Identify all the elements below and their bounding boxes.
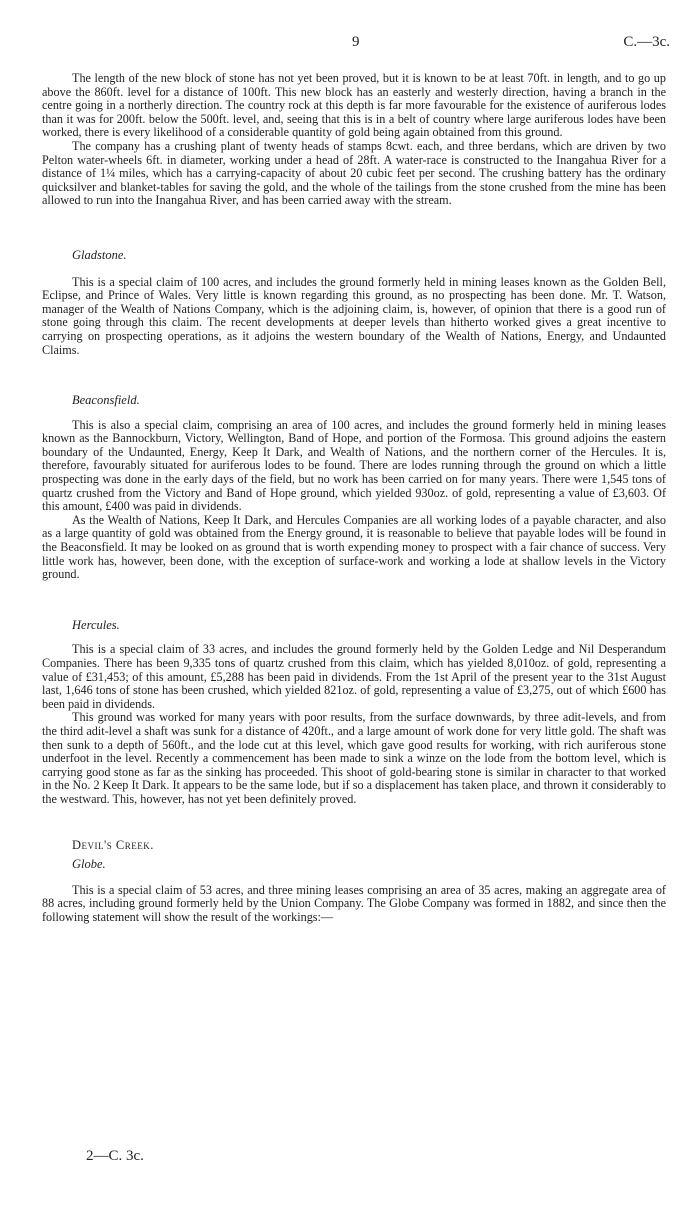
beaconsfield-paragraph: As the Wealth of Nations, Keep It Dark, and Hercules Companies are all working lodes of a payable character, and also as a large quantity of gold was obtained from the Energy ground, it is reasonable to believe that payable lodes will be found in the Beaconsfield. It may be looked on as ground that is worth expending money to prospect with a fair chance of success. Very little work has, however, been done, with the exception of surface-work and working a lode at shallow levels in the Victory ground. xyxy=(42,512,666,582)
globe-paragraph: This is a special claim of 53 acres, and three mining leases comprising an area of 35 acres, making an aggregate area of 88 acres, including ground formerly held by the Union Company. The Globe Company was formed in 1882, and since then the following statement will show the result of the workings:— xyxy=(42,882,666,924)
section-title-hercules: Hercules. xyxy=(72,617,120,632)
page-number: 9 xyxy=(352,34,360,50)
section-title-gladstone: Gladstone. xyxy=(72,247,127,262)
printer-signature: 2—C. 3c. xyxy=(86,1148,144,1164)
gladstone-paragraph: This is a special claim of 100 acres, and includes the ground formerly held in mining leases known as the Golden Bell, Eclipse, and Prince of Wales. Very little is known regarding this ground, as no prospecting has been done. Mr. T. Watson, manager of the Wealth of Nations Company, which is the adjoining claim, is, however, of opinion that there is a good run of stone going through this claim. The recent developments at deeper levels than hitherto worked gives a great incentive to carrying on prospecting operations, as it adjoins the western boundary of the Wealth of Nations, Energy, and Undaunted Claims. xyxy=(42,274,666,357)
beaconsfield-paragraph: This is also a special claim, comprising an area of 100 acres, and includes the ground formerly held in mining leases known as the Bannockburn, Victory, Wellington, Band of Hope, and portion of the Formosa. This ground adjoins the eastern boundary of the Undaunted, Energy, Keep It Dark, and Wealth of Nations, and the northern corner of the Hercules. It is, therefore, favourably situated for auriferous lodes to be found. There are lodes running through the ground on which a little prospecting was done in the early days of the field, but no work has been carried on for many years. There were 1,545 tons of quartz crushed from the Victory and Band of Hope ground, which yielded 930oz. of gold, representing a value of £3,603. Of this amount, £400 was paid in dividends. xyxy=(42,417,666,514)
page-header xyxy=(0,34,700,54)
section-title-beaconsfield: Beaconsfield. xyxy=(72,393,140,408)
hercules-paragraph: This ground was worked for many years with poor results, from the surface downwards, by three adit-levels, and from the third adit-level a shaft was sunk for a distance of 420ft., and a large amount of work done for very little gold. The shaft was then sunk to a depth of 560ft., and the lode cut at this level, which gave good results for working, with rich auriferous stone underfoot in the level. Recently a commencement has been made to sink a winze on the lode from the bottom level, which is carrying good stone as far as the sinking has proceeded. This shoot of gold-bearing stone is similar in character to that worked in the No. 2 Keep It Dark. It appears to be the same lode, but if so a displacement has taken place, and thrown it considerably to the westward. This, however, has not yet been definitely proved. xyxy=(42,710,666,806)
document-reference: C.—3c. xyxy=(623,34,670,50)
intro-paragraph: The length of the new block of stone has not yet been proved, but it is known to be at least 70ft. in length, and to go up above the 860ft. level for a distance of 100ft. This new block has an easterly and westerly direction, having a branch in the centre going in a northerly direction. The country rock at this depth is far more favourable for the existence of auriferous lodes than it was for 200ft. below the 500ft. level, and, seeing that this is in a belt of country where large auriferous lodes have been worked, there is every likelihood of a considerable quantity of gold being again obtained from this ground. xyxy=(42,71,666,140)
section-title-globe: Globe. xyxy=(72,857,106,872)
hercules-paragraph: This is a special claim of 33 acres, and includes the ground formerly held by the Golden Ledge and Nil Desperandum Companies. There has been 9,335 tons of quartz crushed from this claim, which has yielded 8,010oz. of gold, representing a value of £31,453; of this amount, £5,288 has been paid in dividends. From the 1st April of the present year to the 31st August last, 1,646 tons of stone has been crushed, which yielded 821oz. of gold, representing a value of £3,275, out of which £600 has been paid in dividends. xyxy=(42,642,666,711)
body-text xyxy=(42,72,666,925)
intro-paragraph: The company has a crushing plant of twenty heads of stamps 8cwt. each, and three berdans, which are driven by two Pelton water-wheels 6ft. in diameter, working under a head of 28ft. A water-race is constructed to the Inangahua River for a distance of 1¼ miles, which has a carrying-capacity of about 20 cubic feet per second. The crushing battery has the ordinary quicksilver and blanket-tables for saving the gold, and the whole of the tailings from the stone crushed from the mine has been allowed to run into the Inangahua River, and has been carried away with the stream. xyxy=(42,138,666,208)
region-title-devils-creek: Devil's Creek. xyxy=(72,837,154,852)
